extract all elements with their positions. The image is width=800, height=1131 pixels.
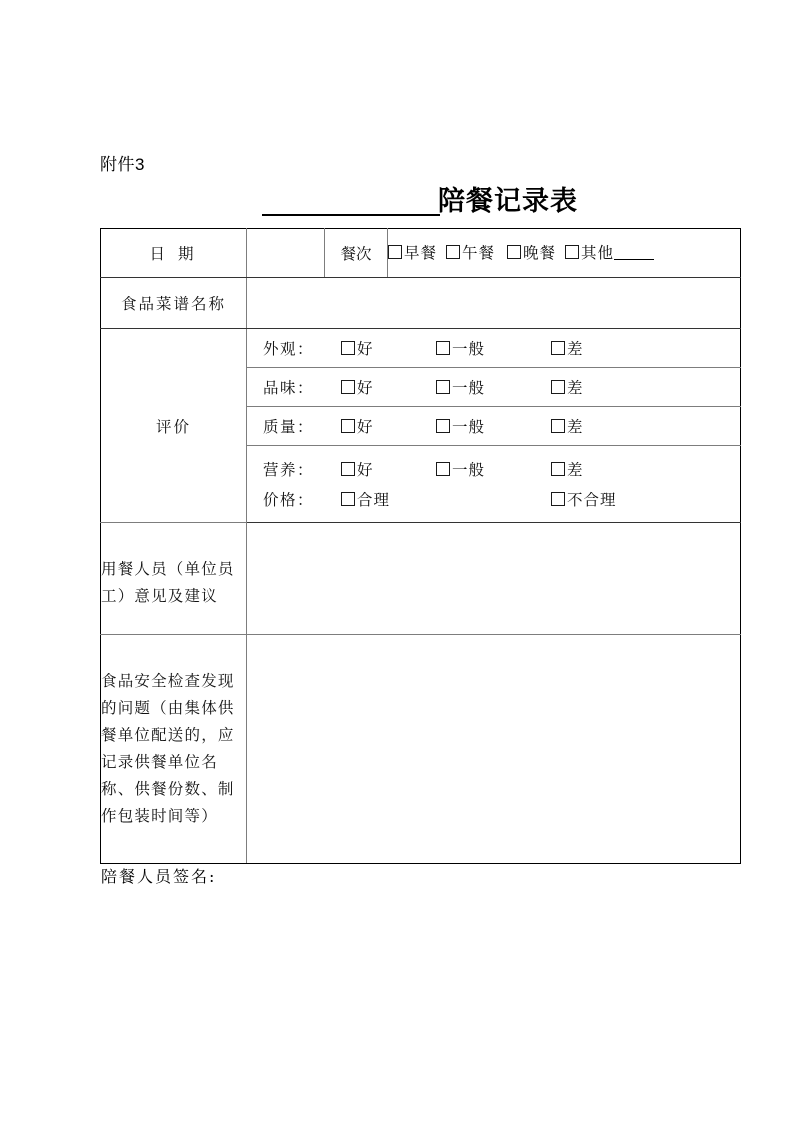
date-value-cell[interactable] (247, 229, 325, 278)
checkbox-label: 好 (357, 340, 374, 358)
evaluation-options-group-price (247, 485, 740, 515)
checkbox-label: 差 (567, 340, 584, 358)
checkbox-option-dinner[interactable] (507, 238, 556, 268)
checkbox-label: 差 (567, 461, 584, 479)
checkbox-label: 晚餐 (523, 244, 557, 262)
evaluation-row-nutrition-price (247, 446, 741, 523)
checkbox-option-reasonable[interactable] (341, 485, 551, 515)
checkbox-option-poor[interactable] (551, 455, 584, 485)
checkbox-option-average[interactable] (436, 415, 551, 437)
menu-value-cell[interactable] (247, 278, 741, 329)
evaluation-options-group-nutrition (247, 453, 740, 485)
opinion-label-cell (101, 523, 247, 635)
page-title: 陪餐记录表 (438, 186, 578, 216)
menu-label-cell (101, 278, 247, 329)
checkbox-icon[interactable] (551, 380, 565, 394)
checkbox-option-poor[interactable] (551, 337, 584, 359)
evaluation-options-group (247, 376, 740, 398)
table-row-opinion (101, 523, 741, 635)
checkbox-option-average[interactable] (436, 376, 551, 398)
checkbox-icon[interactable] (565, 245, 579, 259)
evaluation-row-appearance (247, 329, 741, 368)
evaluation-options-group (247, 337, 740, 359)
checkbox-label: 一般 (452, 461, 486, 479)
checkbox-icon[interactable] (341, 462, 355, 476)
checkbox-icon[interactable] (341, 492, 355, 506)
checkbox-icon[interactable] (446, 245, 460, 259)
checkbox-option-other[interactable] (565, 238, 654, 268)
evaluation-options-group (247, 415, 740, 437)
table-row-date (101, 229, 741, 278)
checkbox-label: 差 (567, 379, 584, 397)
checkbox-label: 一般 (452, 379, 486, 397)
table-row-issue (101, 635, 741, 864)
checkbox-icon[interactable] (436, 462, 450, 476)
checkbox-label: 好 (357, 379, 374, 397)
title-blank-underline[interactable] (262, 188, 440, 216)
checkbox-label: 合理 (357, 491, 391, 509)
checkbox-icon[interactable] (436, 341, 450, 355)
checkbox-label: 差 (567, 418, 584, 436)
checkbox-icon[interactable] (436, 380, 450, 394)
menu-label: 食品菜谱名称 (120, 295, 226, 313)
meal-options-cell (388, 229, 741, 278)
issue-label-cell (101, 635, 247, 864)
other-meal-input[interactable] (614, 246, 654, 260)
checkbox-icon[interactable] (436, 419, 450, 433)
checkbox-icon[interactable] (551, 419, 565, 433)
checkbox-option-good[interactable] (341, 415, 436, 437)
checkbox-option-average[interactable] (436, 455, 551, 485)
checkbox-option-average[interactable] (436, 337, 551, 359)
opinion-label: 用餐人员（单位员工）意见及建议 (101, 559, 235, 605)
checkbox-icon[interactable] (551, 462, 565, 476)
evaluation-criterion-label: 价格： (263, 491, 315, 509)
checkbox-icon[interactable] (341, 419, 355, 433)
table-row-eval-appearance (101, 329, 741, 368)
date-label-cell (101, 229, 247, 278)
checkbox-label: 好 (357, 461, 374, 479)
document-title-row (100, 186, 740, 216)
checkbox-label: 一般 (452, 340, 486, 358)
checkbox-option-breakfast[interactable] (388, 238, 437, 268)
checkbox-option-good[interactable] (341, 376, 436, 398)
dining-record-table (100, 228, 741, 864)
meal-label: 餐次 (340, 245, 372, 263)
date-label: 日 期 (149, 245, 198, 263)
checkbox-label: 午餐 (462, 244, 496, 262)
checkbox-option-good[interactable] (341, 455, 436, 485)
checkbox-icon[interactable] (551, 341, 565, 355)
meal-label-cell (325, 229, 388, 278)
checkbox-icon[interactable] (551, 492, 565, 506)
evaluation-label: 评价 (155, 417, 191, 436)
checkbox-label: 一般 (452, 418, 486, 436)
evaluation-label-cell (101, 329, 247, 523)
table-row-menu (101, 278, 741, 329)
checkbox-option-poor[interactable] (551, 376, 584, 398)
issue-label: 食品安全检查发现的问题（由集体供餐单位配送的，应记录供餐单位名称、供餐份数、制作包装时间等） (101, 672, 235, 825)
checkbox-label: 早餐 (404, 244, 438, 262)
evaluation-criterion-label: 外观： (263, 340, 315, 358)
checkbox-label: 不合理 (567, 491, 617, 509)
evaluation-criterion-label: 营养： (263, 461, 315, 479)
checkbox-icon[interactable] (388, 245, 402, 259)
checkbox-icon[interactable] (341, 380, 355, 394)
checkbox-option-good[interactable] (341, 337, 436, 359)
signature-label: 陪餐人员签名: (101, 867, 217, 886)
checkbox-icon[interactable] (507, 245, 521, 259)
attachment-label: 附件3 (100, 155, 145, 174)
evaluation-criterion-label: 品味： (263, 379, 315, 397)
meal-options-group (388, 238, 740, 268)
evaluation-row-quality (247, 407, 741, 446)
checkbox-option-poor[interactable] (551, 415, 584, 437)
checkbox-option-lunch[interactable] (446, 238, 495, 268)
issue-value-cell[interactable] (247, 635, 741, 864)
evaluation-criterion-label: 质量： (263, 418, 315, 436)
checkbox-label: 好 (357, 418, 374, 436)
checkbox-label: 其他 (581, 244, 615, 262)
checkbox-option-unreasonable[interactable] (551, 485, 617, 515)
opinion-value-cell[interactable] (247, 523, 741, 635)
evaluation-row-taste (247, 368, 741, 407)
checkbox-icon[interactable] (341, 341, 355, 355)
